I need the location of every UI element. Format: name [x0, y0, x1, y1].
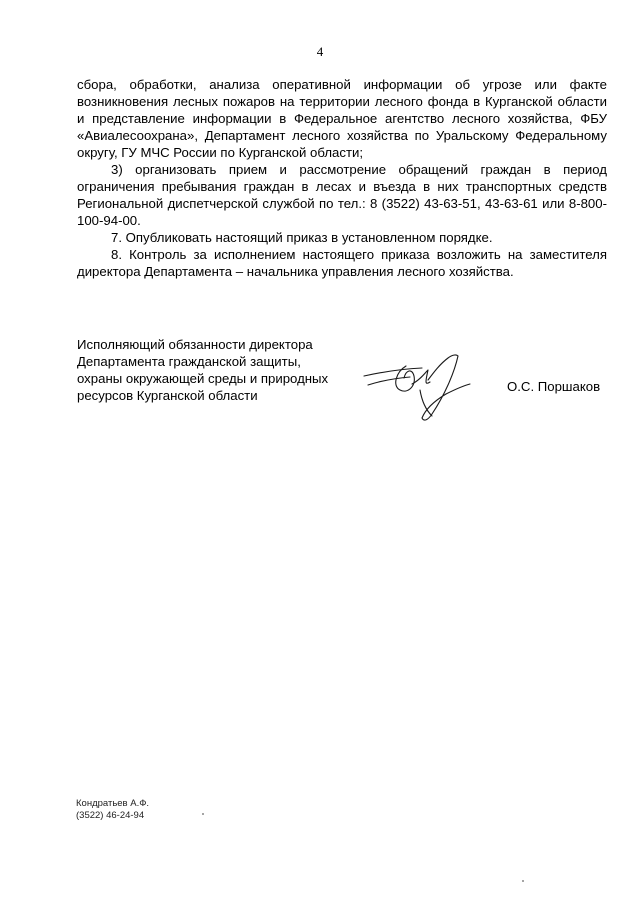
handwritten-signature: [362, 350, 482, 430]
signer-position-line: ресурсов Курганской области: [77, 388, 258, 403]
body-paragraph: 3) организовать прием и рассмотрение обращений граждан в период ограничения пребывания граждан в лесах и въезда в них транспортных средств Региональной диспетчерской службой по тел.: 8 (3522) 43-63-51, 43-63-61 или 8-800-100-94-00.: [77, 162, 607, 228]
body-paragraph: сбора, обработки, анализа оперативной информации об угрозе или факте возникновения лесных пожаров на территории лесного фонда в Курганской области и представление информации в Федеральное агентство лесного хозяйства, ФБУ «Авиалесоохрана», Департамент лесного хозяйства по Уральскому Федеральному округу, ГУ МЧС России по Курганской области;: [77, 77, 607, 160]
scan-speck: [202, 813, 204, 815]
body-paragraph: 8. Контроль за исполнением настоящего приказа возложить на заместителя директора Департамента – начальника управления лесного хозяйства.: [77, 247, 607, 279]
signer-position-line: Исполняющий обязанности директора: [77, 337, 313, 352]
signer-position: [77, 336, 347, 404]
signer-name: О.С. Поршаков: [507, 379, 601, 394]
executor-name: Кондратьев А.Ф.: [76, 798, 150, 809]
document-body: [77, 76, 607, 280]
executor-info: [76, 798, 149, 822]
scan-speck: [522, 880, 524, 882]
signer-position-line: охраны окружающей среды и природных: [77, 371, 329, 386]
signer-position-line: Департамента гражданской защиты,: [77, 354, 301, 369]
page-number: 4: [316, 44, 324, 59]
body-paragraph: 7. Опубликовать настоящий приказ в установленном порядке.: [111, 230, 493, 245]
executor-phone: (3522) 46-24-94: [76, 810, 145, 821]
